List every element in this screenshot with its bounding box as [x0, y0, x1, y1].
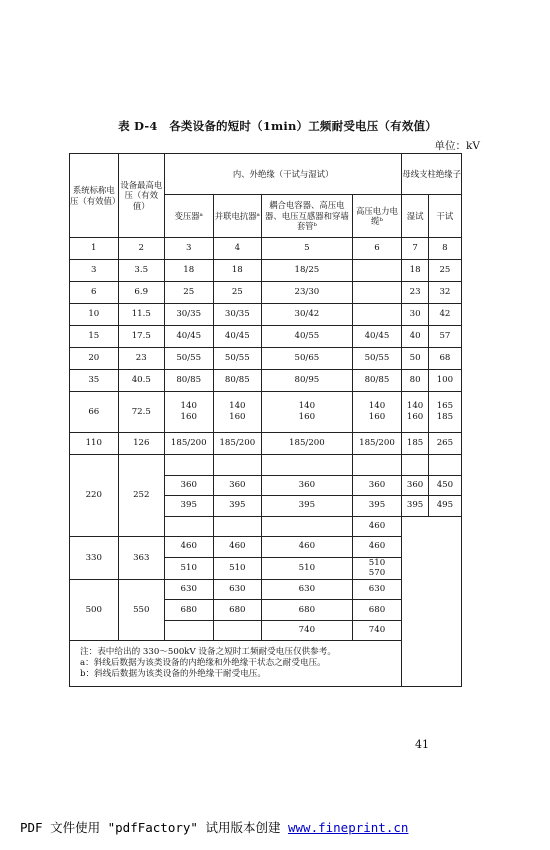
table-cell: 3: [70, 260, 119, 282]
table-cell: [352, 455, 402, 476]
table-cell: 395: [262, 496, 353, 517]
table-cell: 18/25: [262, 260, 353, 282]
table-cell: 4: [213, 238, 262, 260]
table-cell: 50/55: [213, 348, 262, 370]
footer-link[interactable]: www.fineprint.cn: [288, 820, 409, 835]
table-cell: 126: [118, 433, 164, 455]
table-cell: 510 570: [352, 557, 402, 579]
table-cell: 80/85: [352, 370, 402, 392]
footer-text: PDF 文件使用 "pdfFactory" 试用版本创建: [20, 820, 288, 835]
table-cell: [164, 455, 213, 476]
table-row: [70, 392, 462, 433]
table-cell: 110: [70, 433, 119, 455]
table-cell: [352, 304, 402, 326]
table-title: 表 D-4 各类设备的短时（1min）工频耐受电压（有效值）: [118, 119, 437, 133]
table-row: [70, 326, 462, 348]
table-cell: [213, 516, 262, 537]
table-cell: 630: [352, 579, 402, 600]
table-cell: 6.9: [118, 282, 164, 304]
table-cell: 23: [402, 282, 429, 304]
table-cell: 66: [70, 392, 119, 433]
table-cell: 6: [70, 282, 119, 304]
table-cell: 140 160: [352, 392, 402, 433]
table-cell: 40/45: [164, 326, 213, 348]
table-cell: 495: [428, 496, 461, 517]
table-cell: 10: [70, 304, 119, 326]
table-cell: 25: [164, 282, 213, 304]
table-cell: 18: [402, 260, 429, 282]
table-cell: 23/30: [262, 282, 353, 304]
table-cell: 360: [402, 475, 429, 496]
table-cell: 7: [402, 238, 429, 260]
table-cell: 30/42: [262, 304, 353, 326]
table-cell: [164, 620, 213, 641]
table-cell: 395: [213, 496, 262, 517]
table-cell: [213, 455, 262, 476]
table-cell: 550: [118, 579, 164, 641]
header-nominal-voltage: 系统标称电压（有效值）: [70, 154, 119, 238]
withstand-voltage-table: [69, 153, 462, 687]
table-cell: 20: [70, 348, 119, 370]
table-cell: 510: [262, 557, 353, 579]
table-cell: 140 160: [262, 392, 353, 433]
column-number-row: [70, 238, 462, 260]
table-cell: 360: [213, 475, 262, 496]
table-row: [70, 260, 462, 282]
header-busbar-insulator: 母线支柱绝缘子: [402, 154, 462, 195]
table-cell: 15: [70, 326, 119, 348]
table-cell: 40/45: [213, 326, 262, 348]
table-cell: 30/35: [213, 304, 262, 326]
table-cell: 395: [402, 496, 429, 517]
table-cell: 1: [70, 238, 119, 260]
table-cell: 630: [213, 579, 262, 600]
table-cell: 80: [402, 370, 429, 392]
table-cell: 680: [262, 600, 353, 621]
table-cell: 11.5: [118, 304, 164, 326]
table-cell: 140 160: [402, 392, 429, 433]
note-line: b：斜线后数据为该类设备的外绝缘干耐受电压。: [80, 668, 266, 679]
table-cell: [213, 620, 262, 641]
header-inner-outer-insulation: 内、外绝缘（干试与湿试）: [164, 154, 401, 195]
table-cell: 185/200: [213, 433, 262, 455]
table-cell: 68: [428, 348, 461, 370]
table-notes: [70, 641, 462, 686]
note-line: 注：表中给出的 330～500kV 设备之短时工频耐受电压仅供参考。: [80, 647, 336, 658]
table-cell: 680: [352, 600, 402, 621]
table-cell: 363: [118, 537, 164, 580]
table-cell: 6: [352, 238, 402, 260]
header-wet-test: 湿试: [402, 195, 429, 238]
header-power-cable: 高压电力电缆ᵇ: [352, 195, 402, 238]
table-cell: 510: [164, 557, 213, 579]
table-cell: 220: [70, 455, 119, 537]
table-cell: 330: [70, 537, 119, 580]
table-cell: 740: [352, 620, 402, 641]
table-cell: 460: [352, 516, 402, 537]
header-max-voltage: 设备最高电压（有效值）: [118, 154, 164, 238]
table-cell: [262, 455, 353, 476]
table-cell: 5: [262, 238, 353, 260]
table-cell: 72.5: [118, 392, 164, 433]
unit-label: 单位：kV: [434, 140, 480, 152]
table-cell: 185: [402, 433, 429, 455]
table-cell: 100: [428, 370, 461, 392]
table-cell: 40: [402, 326, 429, 348]
table-cell: [352, 260, 402, 282]
table-cell: 360: [352, 475, 402, 496]
table-cell: 630: [262, 579, 353, 600]
table-cell: 18: [213, 260, 262, 282]
table-cell: 360: [262, 475, 353, 496]
table-cell: 30: [402, 304, 429, 326]
table-row: [70, 282, 462, 304]
table-cell: 395: [164, 496, 213, 517]
pdf-footer: [20, 818, 540, 836]
table-cell: 3: [164, 238, 213, 260]
table-cell: 680: [164, 600, 213, 621]
table-cell: 450: [428, 475, 461, 496]
table-cell: 80/85: [164, 370, 213, 392]
table-row: [70, 370, 462, 392]
table-cell: 40/45: [352, 326, 402, 348]
table-cell: 740: [262, 620, 353, 641]
header-coupling-capacitor: 耦合电容器、高压电器、电压互感器和穿墙套管ᵇ: [262, 195, 353, 238]
table-cell: 50/65: [262, 348, 353, 370]
table-row: [70, 433, 462, 455]
table-cell: 630: [164, 579, 213, 600]
table-cell: 185/200: [262, 433, 353, 455]
table-cell: 23: [118, 348, 164, 370]
table-cell: 395: [352, 496, 402, 517]
table-cell: 25: [428, 260, 461, 282]
table-cell: 185/200: [352, 433, 402, 455]
table-cell: 460: [352, 537, 402, 558]
table-cell: 32: [428, 282, 461, 304]
table-cell: 50: [402, 348, 429, 370]
note-line: a：斜线后数据为该类设备的内绝缘和外绝缘干状态之耐受电压。: [80, 658, 326, 669]
table-cell: 500: [70, 579, 119, 641]
header-dry-test: 干试: [428, 195, 461, 238]
table-cell: 165 185: [428, 392, 461, 433]
table-cell: [352, 282, 402, 304]
table-cell: [428, 455, 461, 476]
table-cell: 30/35: [164, 304, 213, 326]
table-cell: [402, 455, 429, 476]
table-cell: 8: [428, 238, 461, 260]
table-cell: [262, 516, 353, 537]
table-cell: 3.5: [118, 260, 164, 282]
table-cell: 25: [213, 282, 262, 304]
table-cell: 460: [213, 537, 262, 558]
table-cell: 40.5: [118, 370, 164, 392]
notes-row: [70, 641, 462, 686]
header-transformer: 变压器ᵃ: [164, 195, 213, 238]
table-cell: 50/55: [352, 348, 402, 370]
table-cell: 680: [213, 600, 262, 621]
table-cell: 57: [428, 326, 461, 348]
table-cell: 40/55: [262, 326, 353, 348]
table-cell: 252: [118, 455, 164, 537]
table-cell: 18: [164, 260, 213, 282]
table-cell: 460: [262, 537, 353, 558]
table-cell: 35: [70, 370, 119, 392]
header-shunt-reactor: 并联电抗器ᵃ: [213, 195, 262, 238]
table-cell: 265: [428, 433, 461, 455]
table-row: [70, 304, 462, 326]
table-row: [70, 348, 462, 370]
table-cell: 140 160: [213, 392, 262, 433]
table-cell: 185/200: [164, 433, 213, 455]
table-cell: 17.5: [118, 326, 164, 348]
table-cell: 80/95: [262, 370, 353, 392]
table-row: [70, 455, 462, 476]
table-cell: 460: [164, 537, 213, 558]
table-cell: 510: [213, 557, 262, 579]
table-cell: 360: [164, 475, 213, 496]
page-number: 41: [415, 738, 429, 751]
table-cell: 42: [428, 304, 461, 326]
table-cell: 140 160: [164, 392, 213, 433]
table-cell: 50/55: [164, 348, 213, 370]
table-cell: 2: [118, 238, 164, 260]
table-cell: [164, 516, 213, 537]
table-cell: 80/85: [213, 370, 262, 392]
